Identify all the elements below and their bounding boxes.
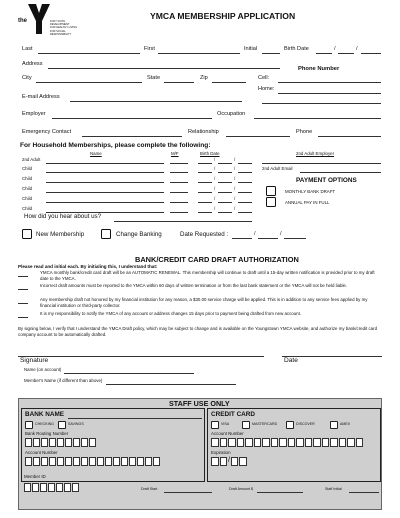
member-id-boxes[interactable]: [24, 483, 79, 492]
draft-initial-4[interactable]: [18, 317, 28, 318]
relationship-field[interactable]: [226, 136, 290, 137]
city-label: City: [22, 75, 32, 81]
bank-account-boxes[interactable]: [25, 457, 160, 466]
staff-initial-label: Staff Initial: [325, 487, 342, 491]
credit-card-panel: [207, 408, 381, 482]
logo-tagline: FOR YOUTH DEVELOPMENT FOR HEALTHY LIVING FOR SOCIAL RESPONSIBILITY: [50, 20, 78, 36]
email-field[interactable]: [70, 101, 242, 102]
cc-account-boxes[interactable]: [211, 438, 363, 447]
date-label: Date: [284, 357, 298, 364]
discover-checkbox[interactable]: [286, 421, 294, 429]
name-on-account-label: Name (on account): [24, 367, 62, 372]
first-label: First: [144, 46, 155, 52]
household-col-name: Name: [90, 151, 102, 156]
staff-heading: STAFF USE ONLY: [169, 399, 230, 408]
home-label: Home:: [258, 86, 275, 92]
annual-pay-label: ANNUAL PAY IN FULL: [285, 200, 330, 205]
date-requested-month[interactable]: [232, 238, 252, 239]
draft-amount-field[interactable]: [257, 492, 303, 493]
draft-item-4: It is my responsibility to notify the YMCA of any account or address changes 15 days prior to payment being drafted from new account.: [40, 311, 302, 316]
cell-label: Cell:: [258, 75, 270, 81]
staff-initial-field[interactable]: [349, 492, 379, 493]
visa-checkbox[interactable]: [211, 421, 219, 429]
savings-checkbox[interactable]: [58, 421, 66, 429]
checking-label: CHECKING: [35, 422, 54, 426]
page-title: YMCA MEMBERSHIP APPLICATION: [150, 11, 296, 21]
routing-label: Bank Routing Number: [25, 431, 69, 436]
expiration-boxes[interactable]: /: [211, 457, 247, 466]
initial-label: Initial: [244, 46, 258, 52]
household-col-employer: 2nd Adult Employer: [296, 151, 335, 156]
last-label: Last: [22, 46, 33, 52]
birth-day-field[interactable]: [338, 53, 354, 54]
home-field[interactable]: [278, 93, 381, 94]
discover-label: DISCOVER: [296, 422, 315, 426]
hear-field[interactable]: [114, 221, 252, 222]
phone-number-heading: Phone Number: [298, 66, 340, 72]
bank-name-field[interactable]: [68, 418, 202, 419]
household-col-mf: M/F: [171, 151, 179, 156]
bank-name-label: BANK NAME: [25, 411, 65, 418]
phone-field[interactable]: [318, 136, 381, 137]
annual-pay-checkbox[interactable]: [266, 197, 276, 207]
bank-panel: [21, 408, 205, 482]
last-field[interactable]: [38, 53, 140, 54]
member-id-label: Member ID: [24, 474, 46, 479]
adult-email-field[interactable]: [300, 172, 381, 173]
amex-label: AMEX: [340, 422, 351, 426]
draft-item-2: Incorrect draft amounts must be reported to the YMCA within 60 days of written termination or from the last bank statement or the YMCA will not be held liable.: [40, 283, 348, 288]
signature-label: Signature: [20, 357, 49, 364]
date-requested-year[interactable]: [284, 238, 306, 239]
zip-label: Zip: [200, 75, 208, 81]
date-requested-day[interactable]: [258, 238, 278, 239]
occupation-label: Occupation: [217, 111, 246, 117]
household-col-birth: Birth Date: [200, 151, 220, 156]
cell-field[interactable]: [278, 82, 381, 83]
draft-initial-2[interactable]: [18, 289, 28, 290]
mastercard-checkbox[interactable]: [242, 421, 250, 429]
draft-initial-1[interactable]: [18, 276, 28, 277]
birth-year-field[interactable]: [361, 53, 381, 54]
zip-field[interactable]: [212, 82, 246, 83]
member-name-label: Member's Name (if different than above): [24, 378, 103, 383]
address-field[interactable]: [48, 68, 280, 69]
draft-intro: Please read and initial each. By initialing this, I understand that:: [18, 264, 158, 269]
savings-label: SAVINGS: [68, 422, 84, 426]
change-banking-checkbox[interactable]: [101, 229, 111, 239]
draft-initial-3[interactable]: [18, 303, 28, 304]
staff-use-panel: [18, 398, 382, 510]
member-name-field[interactable]: [106, 384, 236, 385]
draft-start-field[interactable]: [164, 492, 212, 493]
new-membership-label: New Membership: [36, 231, 85, 238]
adult-email-label: 2nd Adult Email: [262, 166, 293, 171]
ymca-y-icon: [28, 4, 50, 34]
payment-options-heading: PAYMENT OPTIONS: [296, 177, 357, 184]
monthly-bank-draft-checkbox[interactable]: [266, 186, 276, 196]
phone-label: Phone: [296, 129, 313, 135]
birth-date-label: Birth Date: [284, 46, 309, 52]
draft-amount-label: Draft Amount $: [229, 487, 253, 491]
new-membership-checkbox[interactable]: [22, 229, 32, 239]
routing-number-boxes[interactable]: [25, 438, 96, 447]
logo-the-text: the: [18, 18, 27, 24]
draft-item-1: YMCA monthly bank/credit card draft will be an AUTOMATIC RENEWAL. This membership will continue to draft until a 15-day written notification is provided prior to my draft date to the YMCA.: [40, 270, 375, 281]
employer-label: Employer: [22, 111, 46, 117]
visa-label: VISA: [221, 422, 230, 426]
first-field[interactable]: [158, 53, 240, 54]
email-label: E-mail Address: [22, 94, 60, 100]
bank-account-label: Account Number: [25, 450, 58, 455]
checking-checkbox[interactable]: [25, 421, 33, 429]
state-label: State: [147, 75, 161, 81]
cc-account-label: Account Number: [211, 431, 244, 436]
birth-month-field[interactable]: [316, 53, 332, 54]
name-on-account-field[interactable]: [64, 373, 194, 374]
draft-item-3: Any membership draft not honored by my financial institution for any reason, a $30.00 service charge will be applied. This is in addition to any service fees applied by my financial institution or third-party collector.: [40, 297, 368, 308]
city-field[interactable]: [36, 82, 142, 83]
emergency-contact-field[interactable]: [82, 136, 182, 137]
household-heading: For Household Memberships, please complete the following:: [20, 142, 211, 149]
monthly-bank-draft-label: MONTHLY BANK DRAFT: [285, 189, 336, 194]
hear-question: How did you hear about us?: [24, 213, 102, 220]
expiration-label: Expiration: [211, 450, 231, 455]
phone-extra-field[interactable]: [262, 103, 381, 104]
initial-field[interactable]: [262, 53, 280, 54]
emergency-contact-label: Emergency Contact: [22, 129, 72, 135]
state-field[interactable]: [164, 82, 194, 83]
draft-agreement: By signing below, I verify that I understand the YMCA Draft policy, which may be subject to change and is available on the Youngstown YMCA website, and authorize my bank/credit card company account to be automatically drafted.: [18, 326, 378, 337]
ymca-logo: [18, 4, 82, 36]
change-banking-label: Change Banking: [116, 231, 162, 238]
occupation-field[interactable]: [254, 118, 381, 119]
employer-field[interactable]: [52, 118, 212, 119]
amex-checkbox[interactable]: [330, 421, 338, 429]
date-requested-label: Date Requested :: [180, 231, 229, 238]
signature-field[interactable]: [18, 356, 264, 357]
address-label: Address: [22, 61, 43, 67]
draft-heading: BANK/CREDIT CARD DRAFT AUTHORIZATION: [135, 255, 299, 264]
relationship-label: Relationship: [188, 129, 219, 135]
mastercard-label: MASTERCARD: [252, 422, 278, 426]
credit-card-label: CREDIT CARD: [211, 411, 256, 418]
draft-start-label: Draft Start: [141, 487, 158, 491]
